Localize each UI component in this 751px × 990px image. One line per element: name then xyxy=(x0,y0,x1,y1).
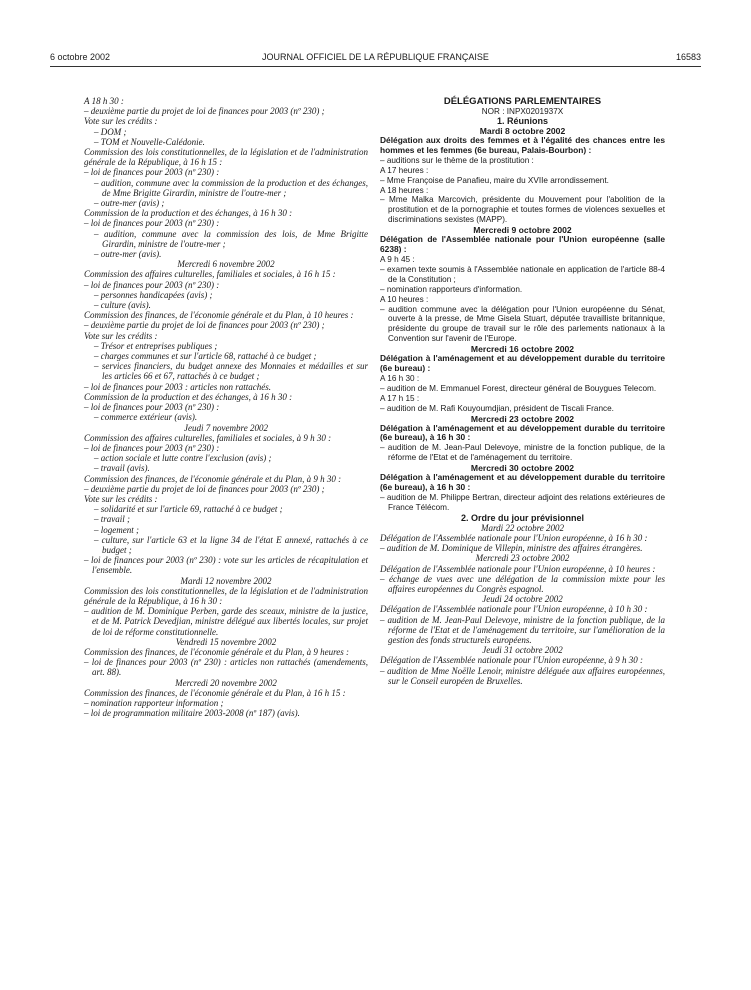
right-column xyxy=(380,96,665,686)
nor-reference: NOR : INPX0201937X xyxy=(481,107,564,116)
date-heading: Mardi 12 novembre 2002 xyxy=(180,575,272,586)
agenda-line: – deuxième partie du projet de loi de finances pour 2003 (nº 230) ; xyxy=(84,320,325,331)
agenda-line: – Mme Malka Marcovich, présidente du Mouvement pour l'abolition de la prostitution et de la pornographie et toutes formes de violences sexuelles et discriminations sexistes (MAPP). xyxy=(380,195,665,225)
agenda-line: – loi de finances pour 2003 (nº 230) : vote sur les articles de récapitulation et l'ensemble. xyxy=(84,555,368,576)
section-title: DÉLÉGATIONS PARLEMENTAIRES xyxy=(443,96,602,107)
agenda-line: Vote sur les crédits : xyxy=(84,493,158,504)
agenda-line: A 9 h 45 : xyxy=(380,254,415,264)
agenda-line: – audition, commune avec la commission des lois, de Mme Brigitte Girardin, ministre de l'outre-mer ; xyxy=(94,228,368,249)
agenda-line: – loi de finances pour 2003 (nº 230) : articles non rattachés (amendements, art. 88). xyxy=(84,657,368,678)
agenda-line: – audition, commune avec la commission de la production et des échanges, de Mme Brigitte Girardin, ministre de l'outre-mer ; xyxy=(94,177,368,198)
date-heading: Jeudi 24 octobre 2002 xyxy=(482,594,563,605)
agenda-line: – travail ; xyxy=(94,514,130,525)
delegation-heading: Délégation de l'Assemblée nationale pour l'Union européenne (salle 6238) : xyxy=(380,234,665,255)
agenda-line: Délégation de l'Assemblée nationale pour l'Union européenne, à 9 h 30 : xyxy=(380,655,643,666)
delegation-heading: Délégation à l'aménagement et au développement durable du territoire (6e bureau) : xyxy=(380,353,665,374)
agenda-line: A 18 heures : xyxy=(380,185,429,195)
agenda-line: – loi de finances pour 2003 : articles non rattachés. xyxy=(84,381,271,392)
subsection-title: 1. Réunions xyxy=(496,116,548,126)
date-heading: Mardi 8 octobre 2002 xyxy=(479,126,566,136)
date-heading: Mercredi 6 novembre 2002 xyxy=(177,259,275,270)
agenda-line: A 18 h 30 : xyxy=(84,96,124,106)
delegation-heading: Délégation aux droits des femmes et à l'égalité des chances entre les hommes et les femmes (6e bureau, Palais-Bourbon) : xyxy=(380,135,665,155)
agenda-line: – loi de finances pour 2003 (nº 230) : xyxy=(84,442,220,453)
agenda-line: Commission des affaires culturelles, familiales et sociales, à 9 h 30 : xyxy=(84,432,332,443)
left-column xyxy=(84,96,368,718)
agenda-line: – audition de M. Philippe Bertran, directeur adjoint des relations extérieures de France Télécom. xyxy=(380,493,665,512)
agenda-line: Commission de la production et des échanges, à 16 h 30 : xyxy=(84,391,293,402)
agenda-line: – services financiers, du budget annexe des Monnaies et médailles et sur les articles 66 et 67, rattachés à ce budget ; xyxy=(94,361,368,382)
agenda-line: – culture (avis). xyxy=(94,300,151,311)
date-heading: Mercredi 23 octobre 2002 xyxy=(470,413,575,424)
subsection-title: 2. Ordre du jour prévisionnel xyxy=(460,512,585,523)
date-heading: Mardi 22 octobre 2002 xyxy=(480,522,565,533)
agenda-line: – audition de M. Dominique de Villepin, ministre des affaires étrangères. xyxy=(380,543,643,554)
agenda-line: Commission des finances, de l'économie générale et du Plan, à 10 heures : xyxy=(84,310,354,321)
agenda-line: – examen texte soumis à l'Assemblée nationale en application de l'article 88-4 de la Constitution ; xyxy=(380,264,665,284)
agenda-line: – audition de M. Dominique Perben, garde des sceaux, ministre de la justice, et de M. Patrick Devedjian, ministre délégué aux libertés locales, sur projet de loi de réforme constitutionnelle. xyxy=(84,606,368,637)
header-title: JOURNAL OFFICIEL DE LA RÉPUBLIQUE FRANÇAISE xyxy=(262,52,489,62)
agenda-line: – auditions sur le thème de la prostitution : xyxy=(380,155,534,165)
agenda-line: – culture, sur l'article 63 et la ligne 34 de l'état E annexé, rattachés à ce budget ; xyxy=(94,534,368,555)
date-heading: Jeudi 31 octobre 2002 xyxy=(482,645,563,656)
agenda-line: – loi de finances pour 2003 (nº 230) : xyxy=(84,402,220,413)
header-page-number: 16583 xyxy=(675,52,701,62)
agenda-line: Délégation de l'Assemblée nationale pour l'Union européenne, à 10 heures : xyxy=(380,563,656,574)
agenda-line: – solidarité et sur l'article 69, rattaché à ce budget ; xyxy=(94,504,283,515)
agenda-line: Vote sur les crédits : xyxy=(84,116,158,127)
agenda-line: – audition commune avec la délégation pour l'Union européenne du Sénat, ouverte à la presse, de Mme Gisela Stuart, députée travailliste britannique, présidente du groupe de travail sur le rôle des parlements nationaux à la Convention sur l'avenir de l'Europe. xyxy=(380,304,665,344)
agenda-line: – travail (avis). xyxy=(94,463,150,474)
agenda-line: – action sociale et lutte contre l'exclusion (avis) ; xyxy=(94,453,272,464)
agenda-line: A 16 h 30 : xyxy=(380,373,420,383)
delegation-heading: Délégation à l'aménagement et au développement durable du territoire (6e bureau), à 16 h 30 : xyxy=(380,422,665,443)
agenda-line: – deuxième partie du projet de loi de finances pour 2003 (nº 230) ; xyxy=(84,106,325,117)
date-heading: Vendredi 15 novembre 2002 xyxy=(175,636,277,647)
agenda-line: – audition de Mme Noëlle Lenoir, ministre déléguée aux affaires européennes, sur le Conseil européen de Bruxelles. xyxy=(380,665,665,686)
agenda-line: – loi de finances pour 2003 (nº 230) : xyxy=(84,167,220,178)
agenda-line: – charges communes et sur l'article 68, rattaché à ce budget ; xyxy=(94,351,317,362)
agenda-line: – outre-mer (avis) ; xyxy=(94,198,165,209)
agenda-line: – DOM ; xyxy=(94,126,127,137)
agenda-line: – deuxième partie du projet de loi de finances pour 2003 (nº 230) ; xyxy=(84,483,325,494)
agenda-line: – échange de vues avec une délégation de la commission mixte pour les affaires européennes du Congrès espagnol. xyxy=(380,573,665,595)
agenda-line: Délégation de l'Assemblée nationale pour l'Union européenne, à 16 h 30 : xyxy=(380,533,648,544)
agenda-line: – nomination rapporteur information ; xyxy=(84,697,224,708)
agenda-line: – loi de programmation militaire 2003-2008 (nº 187) (avis). xyxy=(84,708,300,719)
date-heading: Mercredi 30 octobre 2002 xyxy=(470,463,575,474)
agenda-line: Vote sur les crédits : xyxy=(84,330,158,341)
agenda-line: – audition de M. Rafi Kouyoumdjian, président de Tiscali France. xyxy=(380,403,614,413)
agenda-line: – logement ; xyxy=(94,524,139,535)
agenda-line: – loi de finances pour 2003 (nº 230) : xyxy=(84,218,220,229)
agenda-line: Commission des finances, de l'économie générale et du Plan, à 16 h 15 : xyxy=(84,687,346,698)
page-header xyxy=(50,52,701,66)
agenda-line: – personnes handicapées (avis) ; xyxy=(94,289,213,300)
agenda-line: Commission des lois constitutionnelles, de la législation et de l'administration générale de la République, à 16 h 30 : xyxy=(84,585,368,606)
agenda-line: Commission des lois constitutionnelles, de la législation et de l'administration générale de la République, à 16 h 15 : xyxy=(84,147,368,168)
agenda-line: – Mme Françoise de Panafieu, maire du XVIIe arrondissement. xyxy=(380,175,609,185)
agenda-line: – Trésor et entreprises publiques ; xyxy=(94,340,218,351)
agenda-line: – audition de M. Jean-Paul Delevoye, ministre de la fonction publique, de la réforme de l'Etat et de l'aménagement du territoire, sur l'amélioration de la gestion des fonds structurels européens. xyxy=(380,614,665,646)
agenda-line: – outre-mer (avis). xyxy=(94,249,162,260)
agenda-line: Commission des finances, de l'économie générale et du Plan, à 9 heures : xyxy=(84,646,350,657)
agenda-line: – nomination rapporteurs d'information. xyxy=(380,284,523,294)
agenda-line: – audition de M. Jean-Paul Delevoye, ministre de la fonction publique, de la réforme de l'Etat et de l'aménagement du territoire. xyxy=(380,443,665,463)
agenda-line: Commission des affaires culturelles, familiales et sociales, à 16 h 15 : xyxy=(84,269,336,280)
date-heading: Jeudi 7 novembre 2002 xyxy=(184,422,268,433)
agenda-line: – audition de M. Emmanuel Forest, directeur général de Bouygues Telecom. xyxy=(380,383,657,393)
agenda-line: – loi de finances pour 2003 (nº 230) : xyxy=(84,279,220,290)
delegation-heading: Délégation à l'aménagement et au développement durable du territoire (6e bureau), à 16 h 30 : xyxy=(380,472,665,493)
header-rule xyxy=(50,66,701,67)
date-heading: Mercredi 9 octobre 2002 xyxy=(473,225,572,236)
date-heading: Mercredi 16 octobre 2002 xyxy=(470,344,575,355)
agenda-line: A 17 h 15 : xyxy=(380,393,420,403)
date-heading: Mercredi 23 octobre 2002 xyxy=(475,553,570,564)
agenda-line: Commission de la production et des échanges, à 16 h 30 : xyxy=(84,208,293,219)
header-date: 6 octobre 2002 xyxy=(50,52,111,62)
agenda-line: – commerce extérieur (avis). xyxy=(94,412,198,423)
agenda-line: Commission des finances, de l'économie générale et du Plan, à 9 h 30 : xyxy=(84,473,342,484)
date-heading: Mercredi 20 novembre 2002 xyxy=(175,677,277,688)
agenda-line: – TOM et Nouvelle-Calédonie. xyxy=(94,136,205,147)
agenda-line: Délégation de l'Assemblée nationale pour l'Union européenne, à 10 h 30 : xyxy=(380,604,648,615)
agenda-line: A 10 heures : xyxy=(380,294,429,304)
agenda-line: A 17 heures : xyxy=(380,165,429,175)
